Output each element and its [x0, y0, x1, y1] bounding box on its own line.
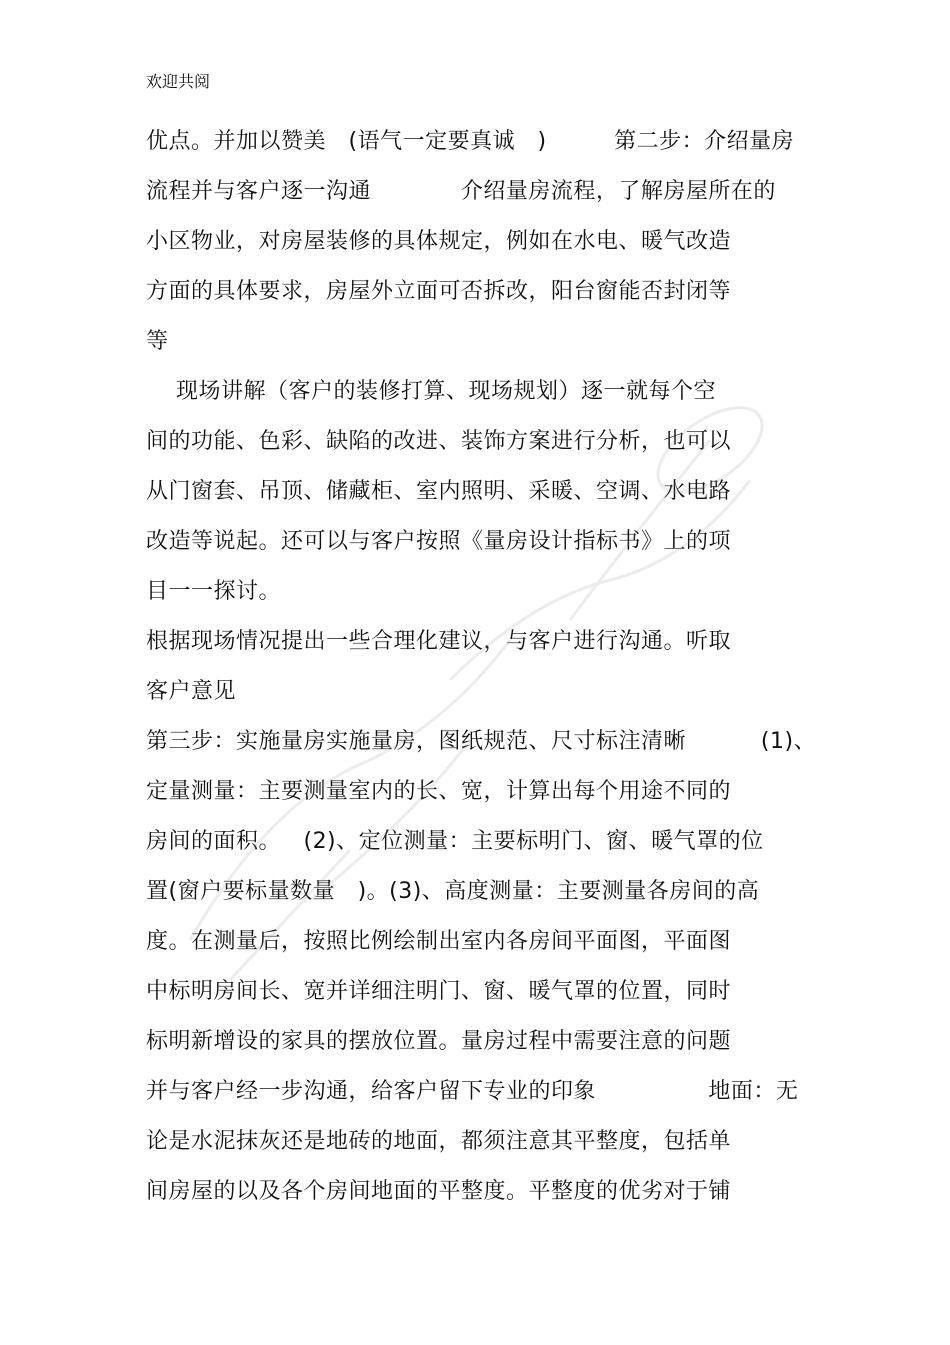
- text-line: 间房屋的以及各个房间地面的平整度。平整度的优劣对于铺: [146, 1179, 732, 1204]
- text-line: 优点。并加以赞美 (语气一定要真诚 ) 第二步：介绍量房: [146, 129, 795, 154]
- text-line: 度。在测量后，按照比例绘制出室内各房间平面图，平面图: [146, 929, 732, 954]
- text-line: 改造等说起。还可以与客户按照《量房设计指标书》上的项: [146, 529, 732, 554]
- text-line: 目一一探讨。: [146, 579, 282, 604]
- text-line: 第三步：实施量房实施量房，图纸规范、尺寸标注清晰 (1)、: [146, 729, 817, 754]
- page-header: 欢迎共阅: [146, 72, 211, 91]
- text-line: 方面的具体要求，房屋外立面可否拆改，阳台窗能否封闭等: [146, 279, 732, 304]
- text-line: 从门窗套、吊顶、储藏柜、室内照明、采暖、空调、水电路: [146, 479, 732, 504]
- text-line: 等: [146, 329, 169, 354]
- watermark-stroke: [310, 740, 470, 900]
- text-line: 中标明房间长、宽并详细注明门、窗、暖气罩的位置，同时: [146, 979, 732, 1004]
- text-line: 标明新增设的家具的摆放位置。量房过程中需要注意的问题: [146, 1029, 732, 1054]
- text-line: 置(窗户要标量数量 )。(3)、高度测量：主要测量各房间的高: [146, 879, 760, 904]
- text-line: 并与客户经一步沟通，给客户留下专业的印象 地面：无: [146, 1079, 799, 1104]
- text-line: 根据现场情况提出一些合理化建议，与客户进行沟通。听取: [146, 629, 732, 654]
- watermark-stroke: [230, 850, 350, 980]
- text-line: 流程并与客户逐一沟通 介绍量房流程，了解房屋所在的: [146, 179, 776, 204]
- text-line: 现场讲解（客户的装修打算、现场规划）逐一就每个空: [146, 379, 716, 404]
- text-line: 客户意见: [146, 679, 237, 704]
- text-line: 定量测量：主要测量室内的长、宽，计算出每个用途不同的: [146, 779, 732, 804]
- text-line: 论是水泥抹灰还是地砖的地面，都须注意其平整度，包括单: [146, 1129, 732, 1154]
- watermark-graphic: [150, 380, 830, 1000]
- text-line: 间的功能、色彩、缺陷的改进、装饰方案进行分析，也可以: [146, 429, 732, 454]
- text-line: 小区物业，对房屋装修的具体规定，例如在水电、暖气改造: [146, 229, 732, 254]
- text-line: 房间的面积。 (2)、定位测量：主要标明门、窗、暖气罩的位: [146, 829, 764, 854]
